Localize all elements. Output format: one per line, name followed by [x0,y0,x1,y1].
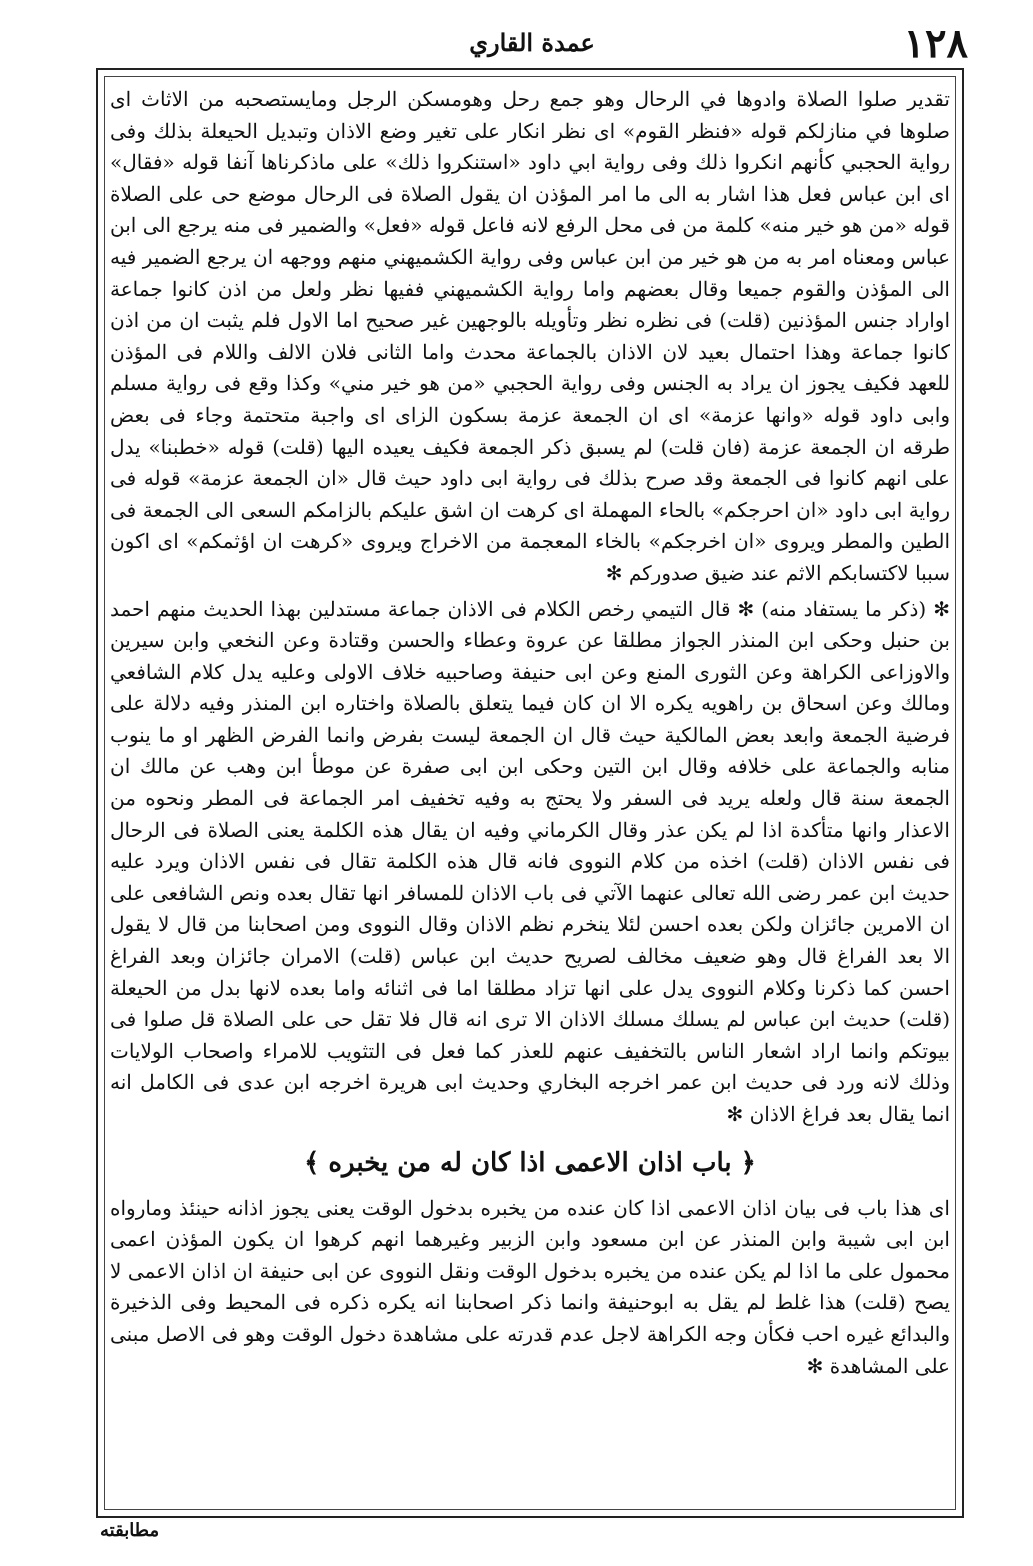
commentary-paragraph-3: اى هذا باب فى بيان اذان الاعمى اذا كان عنده من يخبره بدخول الوقت يعنى يجوز اذانه حينئذ ومارواه ابن ابى شيبة وابن المنذر عن ابن مسعود وابن الزبير وغيرهما انهم كرهوا ان يكون المؤذن اعمى محمول على ما اذا لم يكن عنده من يخبره بدخول الوقت ونقل النووى عن ابى حنيفة ان اذان الاعمى لا يصح (قلت) هذا غلط لم يقل به ابوحنيفة وانما ذكر اصحابنا انه يكره ذكره فى المحيط وفى الذخيرة والبدائع غيره احب فكأن وجه الكراهة لاجل عدم قدرته على مشاهدة دخول الوقت وهو فى الاصل مبنى على المشاهدة ✻ [110,1195,950,1378]
page-number: ١٢٨ [903,20,968,67]
catchword: مطابقته [100,1520,160,1541]
chapter-heading: ﴿ باب اذان الاعمى اذا كان له من يخبره ﴾ [304,1147,756,1178]
running-title: عمدة القاري [469,28,595,57]
page-header [96,18,968,70]
page-body [110,84,950,1504]
commentary-paragraph-2: ✻ (ذكر ما يستفاد منه) ✻ قال التيمي رخص الكلام فى الاذان جماعة مستدلين بهذا الحديث منهم احمد بن حنبل وحكى ابن المنذر الجواز مطلقا عن عروة وعطاء والحسن وقتادة وعن النخعي وابن سيرين والاوزاعى الكراهة وعن الثورى المنع وعن ابى حنيفة وصاحبيه خلاف الاولى وعليه يدل كلام الشافعي ومالك وعن اسحاق بن راهويه يكره الا ان كان فيما يتعلق بالصلاة واختاره ابن المنذر وفيه دلالة على فرضية الجمعة وابعد بعض المالكية حيث قال ان الجمعة ليست بفرض وانما الفرض الظهر او ما ينوب منابه والجماعة على خلافه وقال ابن التين وحكى ابن ابى صفرة عن موطأ ابن وهب عن مالك ان الجمعة سنة قال ولعله يريد فى السفر ولا يحتج به وفيه تخفيف امر الجماعة فى المطر ونحوه من الاعذار وانها متأكدة اذا لم يكن عذر وقال الكرماني وفيه ان يقال هذه الكلمة يعنى الصلاة فى الرحال فى نفس الاذان (قلت) اخذه من كلام النووى فانه قال هذه الكلمة تقال فى نفس الاذان ويرد عليه حديث ابن عمر رضى الله تعالى عنهما الآتي فى باب الاذان للمسافر انها تقال بعده ونص الشافعى على ان الامرين جائزان ولكن بعده احسن لئلا ينخرم نظم الاذان وقال النووى ومن اصحابنا من قال لا يقول الا بعد الفراغ قال وهو ضعيف مخالف لصريح حديث ابن عباس (قلت) الامران جائزان وبعد الفراغ احسن كما ذكرنا وكلام النووى يدل على انها تزاد مطلقا اما فى اثنائه واما بعده لانها بدل من الحيعلة (قلت) حديث ابن عباس لم يسلك مسلك الاذان الا ترى انه قال فلا تقل حى على الصلاة قل صلوا فى بيوتكم وانما اراد اشعار الناس بالتخفيف عنهم للعذر كما فعل فى التثويب للامراء واصحاب الولايات وذلك لانه ورد فى حديث ابن عمر اخرجه البخاري وحديث ابى هريرة اخرجه ابن عدى فى الكامل انه انما يقال بعد فراغ الاذان ✻ [110,596,950,1126]
commentary-paragraph-1: تقدير صلوا الصلاة وادوها في الرحال وهو جمع رحل وهومسكن الرجل ومايستصحبه من الاثاث اى صلوها في منازلكم قوله «فنظر القوم» اى نظر انكار على تغير وضع الاذان وتبديل الحيعلة بذلك وفى رواية الحجبي كأنهم انكروا ذلك وفى رواية ابي داود «استنكروا ذلك» على ماذكرناها آنفا قوله «فقال» اى ابن عباس فعل هذا اشار به الى ما امر المؤذن ان يقول الصلاة فى الرحال موضع حى على الصلاة قوله «من هو خير منه» كلمة من فى محل الرفع لانه فاعل قوله «فعل» والضمير فى منه يرجع الى ابن عباس ومعناه امر به من هو خير من ابن عباس وفى رواية الكشميهني منهم ووجهه ان يرجع الضمير فيه الى المؤذن والقوم جميعا وقال بعضهم واما رواية الكشميهني ففيها نظر ولعل من اذن كانوا جماعة اواراد جنس المؤذنين (قلت) فى نظره نظر وتأويله بالوجهين غير صحيح اما الاول فلم يثبت ان من اذن كانوا جماعة وهذا احتمال بعيد لان الاذان بالجماعة محدث واما الثانى فلان الالف واللام فى المؤذن للعهد فكيف يجوز ان يراد به الجنس وفى رواية الحجبي «من هو خير مني» وكذا وقع فى رواية مسلم وابى داود قوله «وانها عزمة» اى ان الجمعة عزمة بسكون الزاى اى واجبة متحتمة وجاء فى بعض طرقه ان الجمعة عزمة (فان قلت) لم يسبق ذكر الجمعة فكيف يعيده اليها (قلت) قوله «خطبنا» يدل على انهم كانوا فى الجمعة وقد صرح بذلك فى رواية ابى داود حيث قال «ان الجمعة عزمة» قوله فى رواية ابى داود «ان احرجكم» بالحاء المهملة اى كرهت ان اشق عليكم بالزامكم السعى الى الجمعة فى الطين والمطر ويروى «ان اخرجكم» بالخاء المعجمة من الاخراج ويروى «كرهت ان اؤثمكم» اى اكون سببا لاكتسابكم الاثم عند ضيق صدوركم ✻ [110,87,950,585]
